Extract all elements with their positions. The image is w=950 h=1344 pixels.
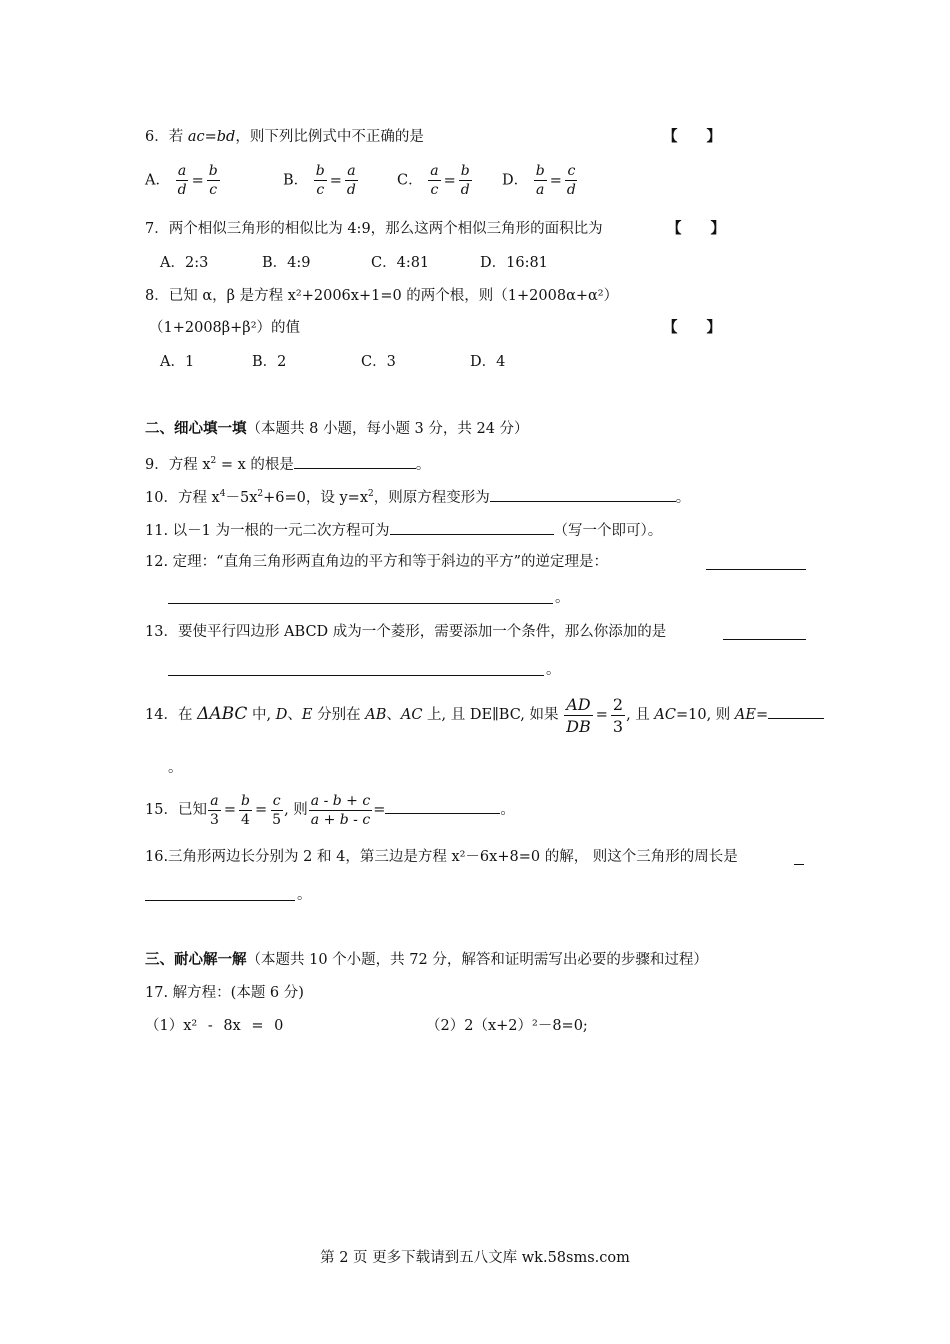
- q11: 11. 以－1 为一根的一元二次方程可为 （写一个即可）。: [145, 518, 662, 541]
- q7-option-c: C．4:81: [371, 255, 430, 271]
- q11-answer-blank[interactable]: [390, 518, 554, 535]
- q8-option-c: C．3: [361, 354, 396, 370]
- q7-stem: 7．两个相似三角形的相似比为 4:9，那么这两个相似三角形的面积比为: [145, 221, 603, 237]
- section-3-heading: 三、耐心解一解（本题共 10 个小题，共 72 分，解答和证明需写出必要的步骤和过程）: [145, 951, 708, 968]
- q8-stem-line1: 8．已知 α，β 是方程 x²+2006x+1=0 的两个根，则（1+2008α+α²）: [145, 288, 619, 304]
- q7-option-b: B．4:9: [262, 255, 311, 271]
- q9: 9．方程 $x^2 = x$ 的根是 。: [145, 452, 430, 475]
- q14-end: 。: [168, 760, 183, 776]
- q17-part-1: （1）x² - 8x = 0: [145, 1018, 284, 1034]
- q12-stem: 12. 定理：“直角三角形两直角边的平方和等于斜边的平方”的逆定理是：: [145, 554, 608, 570]
- q10: 10．方程 $x^4-5x^2+6=0$，设 $y=x^2$，则原方程变形为 。: [145, 485, 690, 508]
- q16-stem: 16.三角形两边长分别为 2 和 4，第三边是方程 x²－6x+8=0 的解， 则这个三角形的周长是: [145, 849, 738, 865]
- q13-answer-blank-1[interactable]: [723, 639, 806, 640]
- q14: 14．在 ΔABC 中, D、E 分别在 AB、AC 上, 且 DE∥BC, 如果 $\frac{AD}{DB}$ = $\frac{2}{3}$ , 且 AC=10, 则 AE=: [145, 692, 824, 737]
- q17-part-2: （2）2（x+2）²－8=0;: [426, 1018, 588, 1034]
- q15-answer-blank[interactable]: [385, 797, 500, 814]
- q10-answer-blank[interactable]: [490, 485, 676, 502]
- q16-answer-blank-1[interactable]: [794, 864, 804, 865]
- q6-option-a: A． $\frac{a}{d}$ = $\frac{b}{c}$: [145, 163, 218, 198]
- q7-answer-bracket: 【 】: [667, 220, 725, 237]
- q12-end: 。: [555, 590, 570, 606]
- q14-answer-blank[interactable]: [768, 702, 824, 719]
- q16-answer-blank-2[interactable]: [145, 900, 295, 901]
- q9-answer-blank[interactable]: [294, 452, 416, 469]
- q6-option-b: B． $\frac{b}{c}$ = $\frac{a}{d}$: [283, 163, 356, 198]
- q12-answer-blank-2[interactable]: [168, 603, 553, 604]
- q6-option-c: C． $\frac{a}{c}$ = $\frac{b}{d}$: [397, 163, 470, 198]
- q6-answer-bracket: 【 】: [663, 128, 721, 145]
- section-2-heading: 二、细心填一填（本题共 8 小题，每小题 3 分，共 24 分）: [145, 420, 529, 437]
- q12-answer-blank-1[interactable]: [706, 569, 806, 570]
- q13-stem: 13．要使平行四边形 ABCD 成为一个菱形，需要添加一个条件，那么你添加的是: [145, 624, 667, 640]
- q16-end: 。: [297, 887, 312, 903]
- q7-option-a: A．2:3: [160, 255, 209, 271]
- q15: 15．已知 $\frac{a}{3}$ = $\frac{b}{4}$ = $\frac{c}{5}$ , 则 $\frac{a - b + c}{a + b - c}$ = 。: [145, 792, 515, 828]
- q8-option-a: A．1: [160, 354, 195, 370]
- q8-answer-bracket: 【 】: [663, 319, 721, 336]
- q7-option-d: D．16:81: [480, 255, 548, 271]
- q8-stem-line2: （1+2008β+β²）的值: [149, 320, 301, 336]
- page-footer: 第 2 页 更多下载请到五八文库 wk.58sms.com: [320, 1250, 630, 1266]
- q8-option-b: B．2: [252, 354, 287, 370]
- q17-title: 17. 解方程：(本题 6 分): [145, 985, 304, 1001]
- q6-stem: 6．若 ac=bd，则下列比例式中不正确的是: [145, 129, 424, 145]
- q6-option-d: D． $\frac{b}{a}$ = $\frac{c}{d}$: [502, 163, 576, 198]
- q13-answer-blank-2[interactable]: [168, 675, 544, 676]
- q13-end: 。: [546, 662, 561, 678]
- q8-option-d: D．4: [470, 354, 506, 370]
